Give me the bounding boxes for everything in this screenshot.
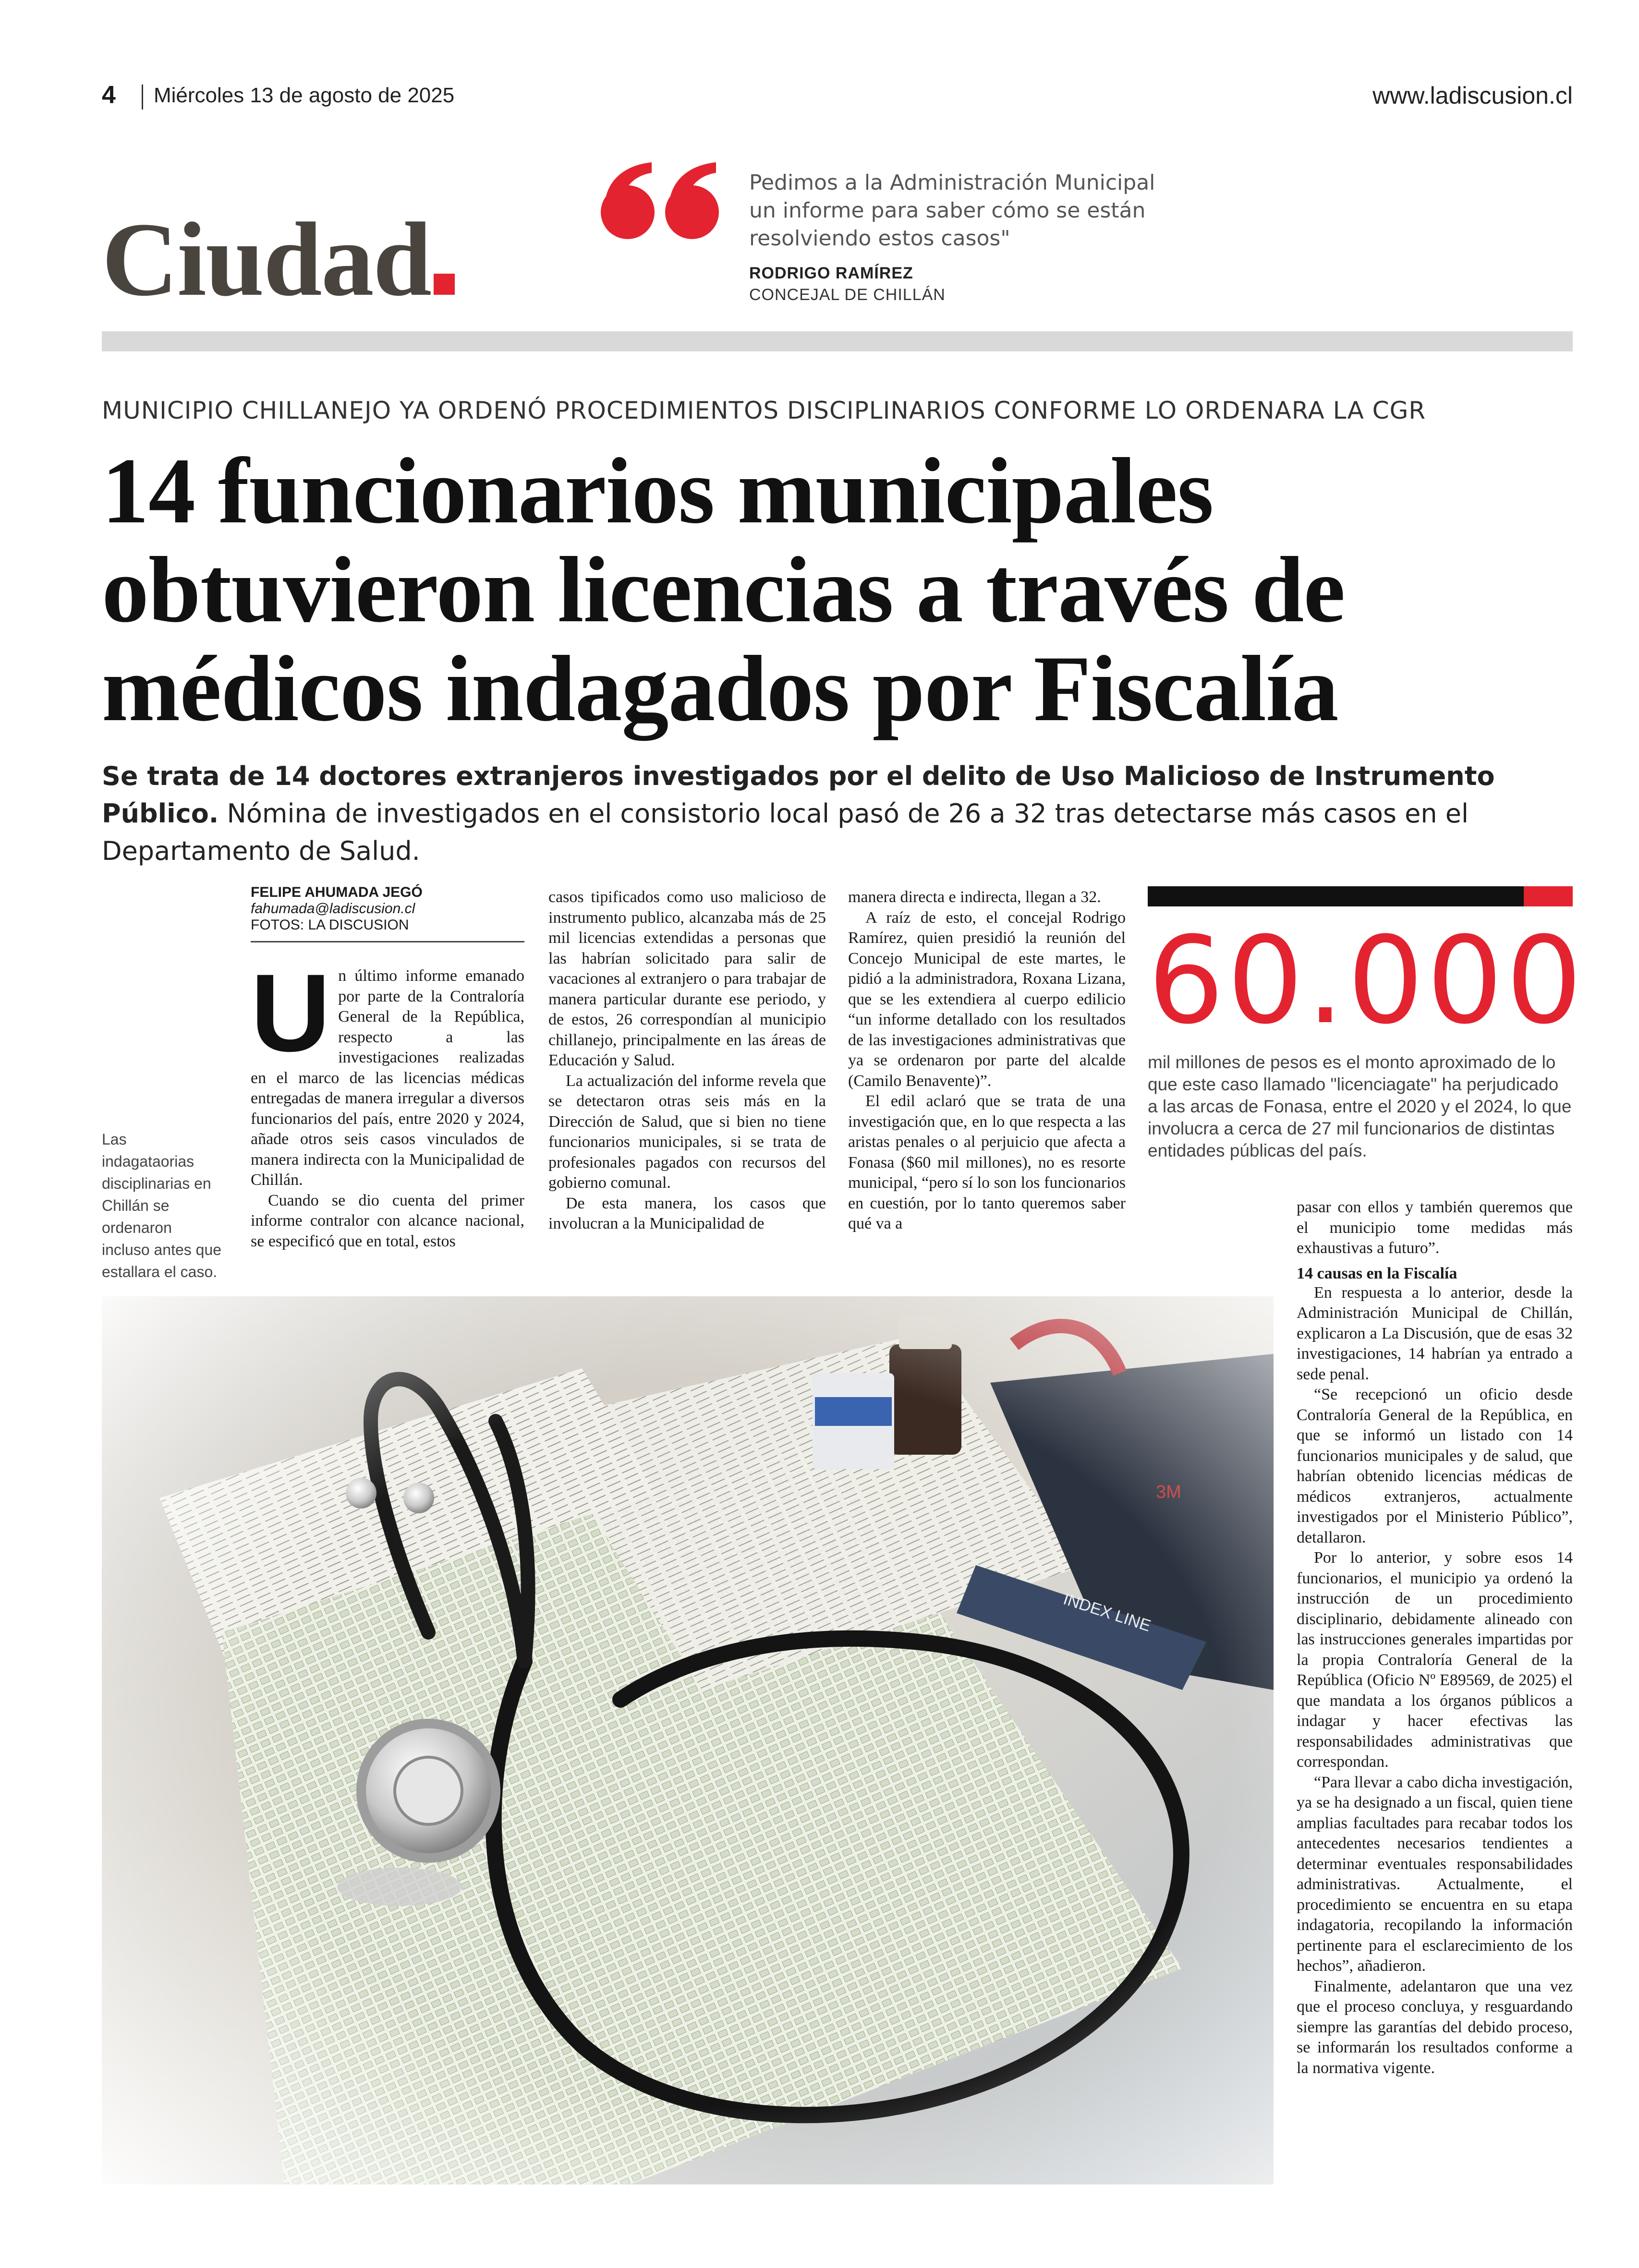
quote-marks-icon [598, 158, 728, 245]
pull-quote-author: RODRIGO RAMÍREZ [749, 264, 913, 282]
deck-regular: Nómina de investigados en el consistorio local pasó de 26 a 32 tras detectarse más casos en el Departamento de Salud. [102, 798, 1469, 866]
article-photo [102, 1296, 1274, 2184]
photo-credit: FOTOS: LA DISCUSION [251, 917, 409, 933]
paragraph: Cuando se dio cuenta del primer informe contralor con alcance nacional, se especificó que en total, estos [251, 1191, 524, 1250]
article-column-3 [848, 887, 1126, 1234]
paragraph: El edil aclaró que se trata de una investigación que, en lo que respecta a las aristas penales o al perjuicio que afecta a Fonasa ($60 mil millones), no es resorte municipal, “pero sí lo son los funcionarios en cuestión, por lo tanto queremos saber qué va a [848, 1092, 1126, 1232]
paragraph: Por lo anterior, y sobre esos 14 funcionarios, el municipio ya ordenó la instrucción de un procedimiento disciplinario, debidamente alineado con las instrucciones generales impartidas por la propia Contraloría General de la República (Oficio Nº E89569, de 2025) el que mandata a los órganos públicos a indagar y hacer efectivas las responsabilidades administrativas que correspondan. [1297, 1549, 1573, 1771]
section-title [102, 201, 455, 318]
author-email[interactable]: fahumada@ladiscusion.cl [251, 901, 415, 917]
paragraph: casos tipificados como uso malicioso de instrumento publico, alcanzaba más de 25 mil licencias extendidas a personas que las habrían solicitado para salir de vacaciones al extranjero o para trabajar de manera particular durante ese periodo, y de estos, 26 correspondían al municipio chillanejo, principalmente en las áreas de Educación y Salud. [548, 888, 826, 1069]
drop-cap: U [251, 951, 331, 1074]
stat-bar [1148, 886, 1524, 906]
paragraph: Finalmente, adelantaron que una vez que el proceso concluya, y resguardando siempre las garantías del debido proceso, se informarán los resultados conforme a la normativa vigente. [1297, 1977, 1573, 2077]
stethoscope-photo [102, 1296, 1274, 2184]
article-kicker: MUNICIPIO CHILLANEJO YA ORDENÓ PROCEDIMIENTOS DISCIPLINARIOS CONFORME LO ORDENARA LA CGR [102, 397, 1426, 424]
byline [251, 884, 534, 933]
pull-quote-role: CONCEJAL DE CHILLÁN [749, 286, 946, 304]
byline-rule [251, 941, 524, 942]
paragraph: En respuesta a lo anterior, desde la Administración Municipal de Chillán, explicaron a La Discusión, que de esas 32 investigaciones, 14 habrían ya entrado a sede penal. [1297, 1283, 1573, 1383]
section-title-text: Ciudad [102, 201, 431, 318]
paragraph: “Se recepcionó un oficio desde Contraloría General de la República, en que se informó un listado con 14 funcionarios municipales y de salud, que habrían obtenido licencias médicas de médicos extranjeros, actualmente investigados por el Ministerio Público”, detallaron. [1297, 1386, 1573, 1546]
page-number: 4 [102, 81, 116, 109]
stat-bar-accent [1524, 886, 1573, 906]
paragraph: n último informe emanado por parte de la Contraloría General de la República, respecto a las investigaciones realizadas en el marco de las licencias médicas entregadas de manera irregular a diversos funcionarios del país, entre 2020 y 2024, añade otros seis casos vinculados de manera indirecta con la Municipalidad de Chillán. [251, 967, 524, 1189]
pull-quote-text: Pedimos a la Administración Municipal un informe para saber cómo se están resolviendo estos casos" [749, 170, 1155, 251]
article-deck [102, 758, 1562, 870]
article-headline: 14 funcionarios municipales obtuvieron licencias a través de médicos indagados por Fiscalía [102, 439, 1345, 741]
article-column-2 [548, 887, 826, 1234]
deck-bold: Se trata de 14 doctores extranjeros investigados por el delito de Uso Malicioso de Instrumento Público. [102, 761, 1495, 829]
subheading: 14 causas en la Fiscalía [1297, 1264, 1457, 1282]
section-divider-bar [102, 331, 1573, 351]
stat-number: 60.000 [1148, 911, 1585, 1050]
stat-description: mil millones de pesos es el monto aproximado de lo que este caso llamado "licenciagate" ha perjudicado a las arcas de Fonasa, entre el 2020 y el 2024, lo que involucra a cerca de 27 mil funcionarios de distintas entidades públicas del país. [1148, 1052, 1572, 1160]
paragraph: manera directa e indirecta, llegan a 32. [848, 888, 1101, 906]
photo-caption: Las indagataorias disciplinarias en Chillán se ordenaron incluso antes que estallara el caso. [102, 1131, 222, 1280]
paragraph: “Para llevar a cabo dicha investigación, ya se ha designado a un fiscal, quien tiene amplias facultades para recabar todos los antecedentes necesarios tendientes a determinar eventuales responsabilidades administrativas. Actualmente, el procedimiento se encuentra en su etapa indagatoria, recopilando la información pertinente para el esclarecimiento de los hechos”, añadieron. [1297, 1773, 1573, 1975]
paragraph: La actualización del informe revela que se detectaron otras seis más en la Dirección de Salud, que si bien no tiene funcionarios municipales, si se trata de profesionales pagados con recursos del gobierno comunal. [548, 1072, 826, 1192]
paragraph: pasar con ellos y también queremos que el municipio tome medidas más exhaustivas a futuro”. [1297, 1198, 1573, 1257]
publication-date: Miércoles 13 de agosto de 2025 [154, 84, 455, 107]
section-dot [434, 274, 455, 295]
article-column-4 [1297, 1197, 1573, 2078]
paragraph: De esta manera, los casos que involucran a la Municipalidad de [548, 1194, 826, 1232]
header-divider [142, 84, 143, 109]
website-url[interactable]: www.ladiscusion.cl [1372, 82, 1573, 109]
author-name: FELIPE AHUMADA JEGÓ [251, 884, 423, 900]
article-column-1 [251, 951, 524, 1252]
paragraph: A raíz de esto, el concejal Rodrigo Ramírez, quien presidió la reunión del Concejo Municipal de este martes, le pidió a la administradora, Roxana Lizana, que se les extendiera al cuerpo edilicio “un informe detallado con los resultados de las investigaciones administrativas que ya se ordenaron por parte del alcalde (Camilo Benavente)”. [848, 908, 1126, 1090]
